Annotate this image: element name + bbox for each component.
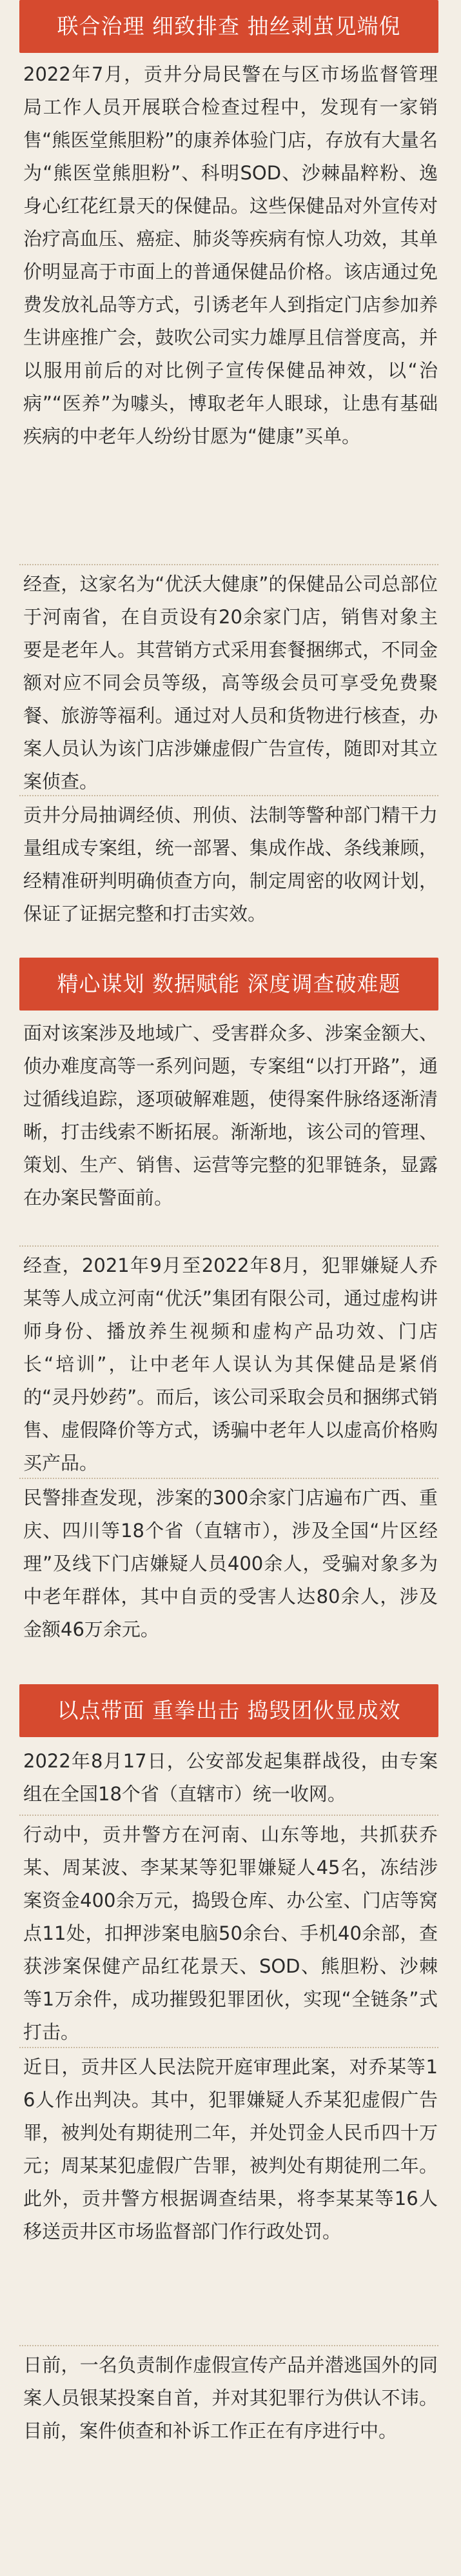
section-heading: 以点带面 重拳出击 捣毁团伙显成效 <box>19 1684 438 1737</box>
paragraph: 经查，2021年9月至2022年8月，犯罪嫌疑人乔某等人成立河南“优沃”集团有限公司，通过虚构讲师身份、播放养生视频和虚构产品功效、门店长“培训”，让中老年人误认为其保健品是紧俏的“灵丹妙药”。而后，该公司采取会员和捆绑式销售、虚假降价等方式，诱骗中老年人以虚高价格购买产品。 <box>23 1254 438 1474</box>
paragraph: 近日，贡井区人民法院开庭审理此案，对乔某等16人作出判决。其中，犯罪嫌疑人乔某犯虚假广告罪，被判处有期徒刑二年，并处罚金人民币四十万元；周某某犯虚假广告罪，被判处有期徒刑二年。此外，贡井警方根据调查结果，将李某某等16人移送贡井区市场监督部门作行政处罚。 <box>23 2056 438 2242</box>
section-heading: 精心谋划 数据赋能 深度调查破难题 <box>19 958 438 1011</box>
paragraph: 面对该案涉及地域广、受害群众多、涉案金额大、侦办难度高等一系列问题，专案组“以打开路”，通过循线追踪，逐项破解难题，使得案件脉络逐渐清晰，打击线索不断拓展。渐渐地，该公司的管理、策划、生产、销售、运营等完整的犯罪链条，显露在办案民警面前。 <box>23 1022 438 1209</box>
paragraph-divider <box>19 2047 438 2048</box>
paragraph-divider <box>19 1478 438 1479</box>
paragraph: 2022年7月，贡井分局民警在与区市场监督管理局工作人员开展联合检查过程中，发现有一家销售“熊医堂熊胆粉”的康养体验门店，存放有大量名为“熊医堂熊胆粉”、科明SOD、沙棘晶粹粉、逸身心红花红景天的保健品。这些保健品对外宣传对治疗高血压、癌症、肺炎等疾病有惊人功效，其单价明显高于市面上的普通保健品价格。该店通过免费发放礼品等方式，引诱老年人到指定门店参加养生讲座推广会，鼓吹公司实力雄厚且信誉度高，并以服用前后的对比例子宣传保健品神效，以“治病”“医养”为噱头，博取老年人眼球，让患有基础疾病的中老年人纷纷甘愿为“健康”买单。 <box>23 63 438 447</box>
paragraph: 2022年8月17日，公安部发起集群战役，由专案组在全国18个省（直辖市）统一收网。 <box>23 1750 438 1805</box>
paragraph: 行动中，贡井警方在河南、山东等地，共抓获乔某、周某波、李某某等犯罪嫌疑人45名，冻结涉案资金400余万元，捣毁仓库、办公室、门店等窝点11处，扣押涉案电脑50余台、手机40余部，查获涉案保健产品红花景天、SOD、熊胆粉、沙棘等1万余件，成功摧毁犯罪团伙，实现“全链条”式打击。 <box>23 1824 438 2043</box>
section-heading: 联合治理 细致排查 抽丝剥茧见端倪 <box>19 0 438 53</box>
paragraph: 贡井分局抽调经侦、刑侦、法制等警种部门精干力量组成专案组，统一部署、集成作战、条线兼顾，经精准研判明确侦查方向，制定周密的收网计划，保证了证据完整和打击实效。 <box>23 804 438 925</box>
paragraph-divider <box>19 795 438 796</box>
paragraph-divider <box>19 1245 438 1247</box>
paragraph: 经查，这家名为“优沃大健康”的保健品公司总部位于河南省，在自贡设有20余家门店，销售对象主要是老年人。其营销方式采用套餐捆绑式，不同金额对应不同会员等级，高等级会员可享受免费聚餐、旅游等福利。通过对人员和货物进行核查，办案人员认为该门店涉嫌虚假广告宣传，随即对其立案侦查。 <box>23 573 438 792</box>
paragraph: 日前，一名负责制作虚假宣传产品并潜逃国外的同案人员银某投案自首，并对其犯罪行为供认不讳。目前，案件侦查和补诉工作正在有序进行中。 <box>23 2354 438 2442</box>
paragraph: 民警排查发现，涉案的300余家门店遍布广西、重庆、四川等18个省（直辖市），涉及全国“片区经理”及线下门店嫌疑人员400余人，受骗对象多为中老年群体，其中自贡的受害人达80余人，涉及金额46万余元。 <box>23 1487 438 1640</box>
paragraph-divider <box>19 1815 438 1816</box>
paragraph-divider <box>19 2345 438 2346</box>
paragraph-divider <box>19 564 438 565</box>
